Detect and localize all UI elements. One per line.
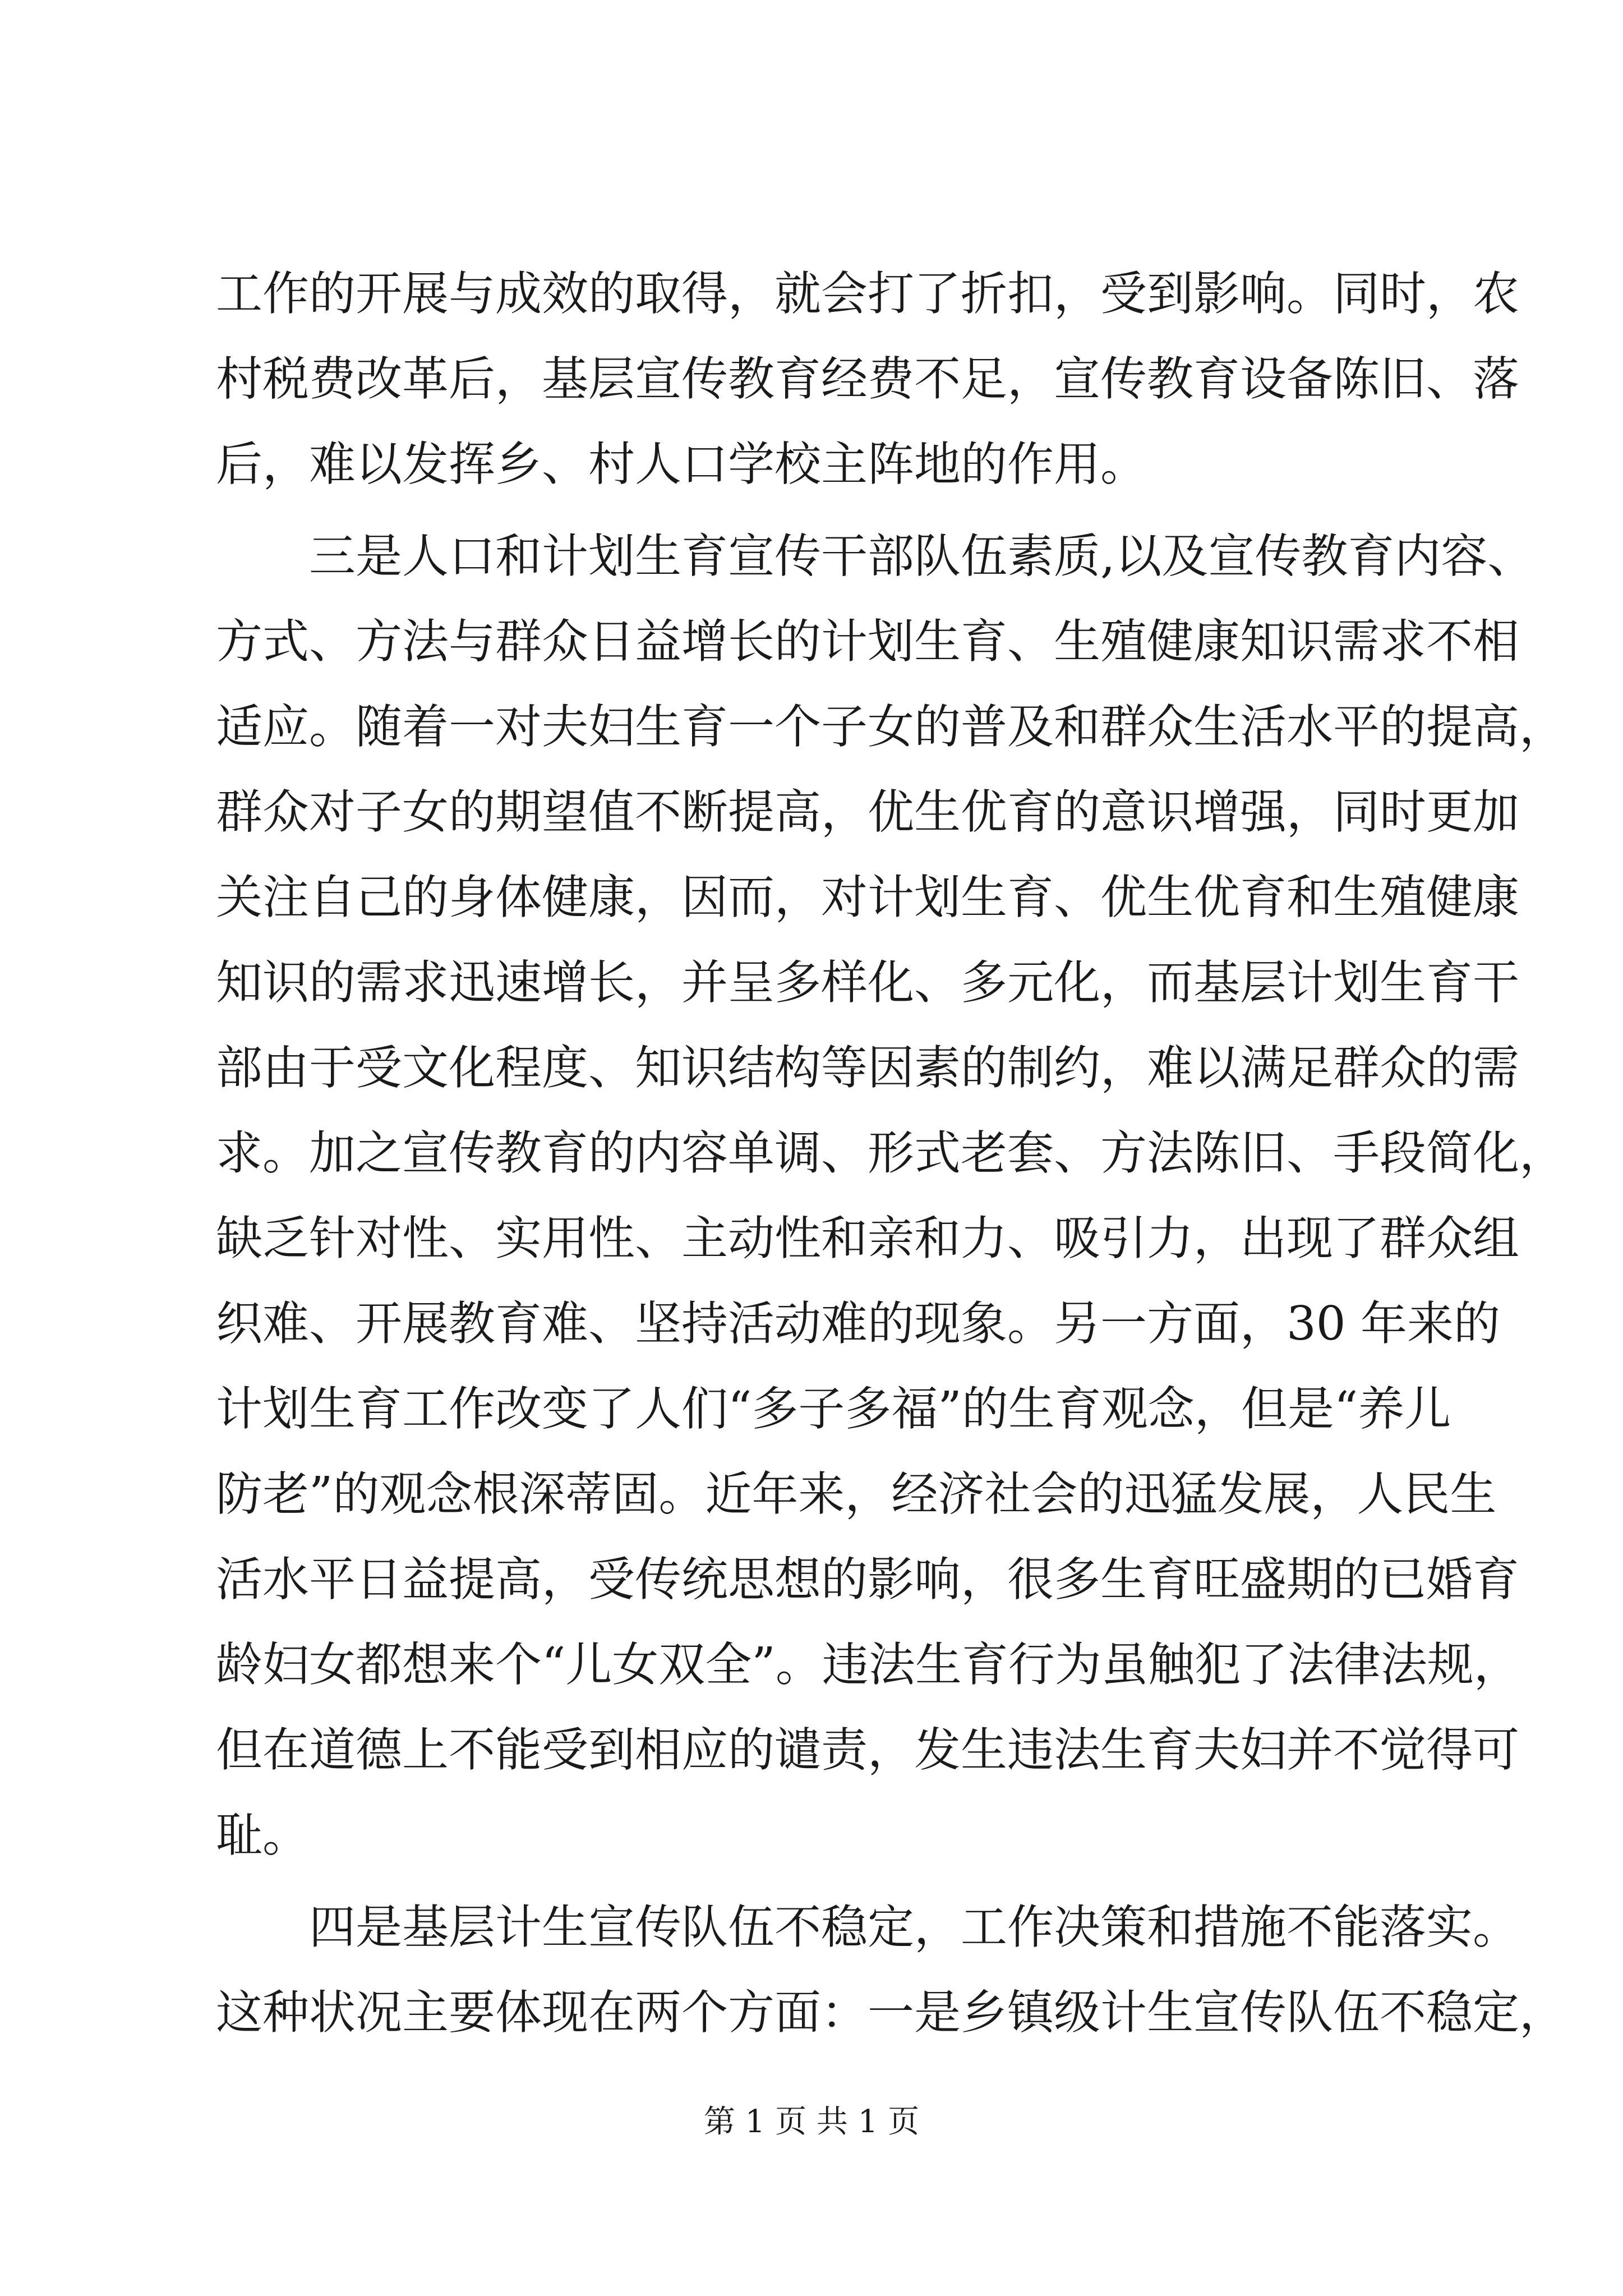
paragraph [216,251,1519,507]
document-body [216,251,1566,2055]
text-line: 计划生育工作改变了人们“多子多福”的生育观念，但是“养儿 [216,1382,1451,1436]
text-line: 村税费改革后，基层宣传教育经费不足，宣传教育设备陈旧、落 [216,352,1519,406]
text-line: 三是人口和计划生育宣传干部队伍素质,以及宣传教育内容、 [216,529,1534,583]
paragraph [216,1885,1566,2055]
text-line: 但在道德上不能受到相应的谴责，发生违法生育夫妇并不觉得可 [216,1723,1519,1777]
page-footer: 第 1 页 共 1 页 [703,2104,920,2140]
text-line: 适应。随着一对夫妇生育一个子女的普及和群众生活水平的提高， [216,700,1566,754]
text-line: 求。加之宣传教育的内容单调、形式老套、方法陈旧、手段简化， [216,1126,1566,1180]
text-line: 耻。 [216,1808,309,1862]
text-line: 这种状况主要体现在两个方面：一是乡镇级计生宣传队伍不稳定， [216,1985,1566,2040]
text-line: 织难、开展教育难、坚持活动难的现象。另一方面，30 年来的 [216,1296,1500,1351]
paragraph [216,514,1566,1878]
text-line: 防老”的观念根深蒂固。近年来，经济社会的迅猛发展，人民生 [216,1467,1497,1521]
text-line: 关注自己的身体健康，因而，对计划生育、优生优育和生殖健康 [216,870,1519,924]
text-line: 后，难以发挥乡、村人口学校主阵地的作用。 [216,437,1147,491]
text-line: 活水平日益提高，受传统思想的影响，很多生育旺盛期的已婚育 [216,1552,1519,1607]
text-line: 龄妇女都想来个“儿女双全”。违法生育行为虽触犯了法律法规， [216,1637,1520,1692]
text-line: 群众对子女的期望值不断提高，优生优育的意识增强，同时更加 [216,785,1519,839]
text-line: 四是基层计生宣传队伍不稳定，工作决策和措施不能落实。 [216,1900,1519,1954]
text-line: 知识的需求迅速增长，并呈多样化、多元化，而基层计划生育干 [216,955,1519,1010]
text-line: 方式、方法与群众日益增长的计划生育、生殖健康知识需求不相 [216,614,1519,669]
text-line: 工作的开展与成效的取得，就会打了折扣，受到影响。同时，农 [216,266,1519,321]
text-line: 缺乏针对性、实用性、主动性和亲和力、吸引力，出现了群众组 [216,1211,1519,1266]
text-line: 部由于受文化程度、知识结构等因素的制约，难以满足群众的需 [216,1041,1519,1095]
